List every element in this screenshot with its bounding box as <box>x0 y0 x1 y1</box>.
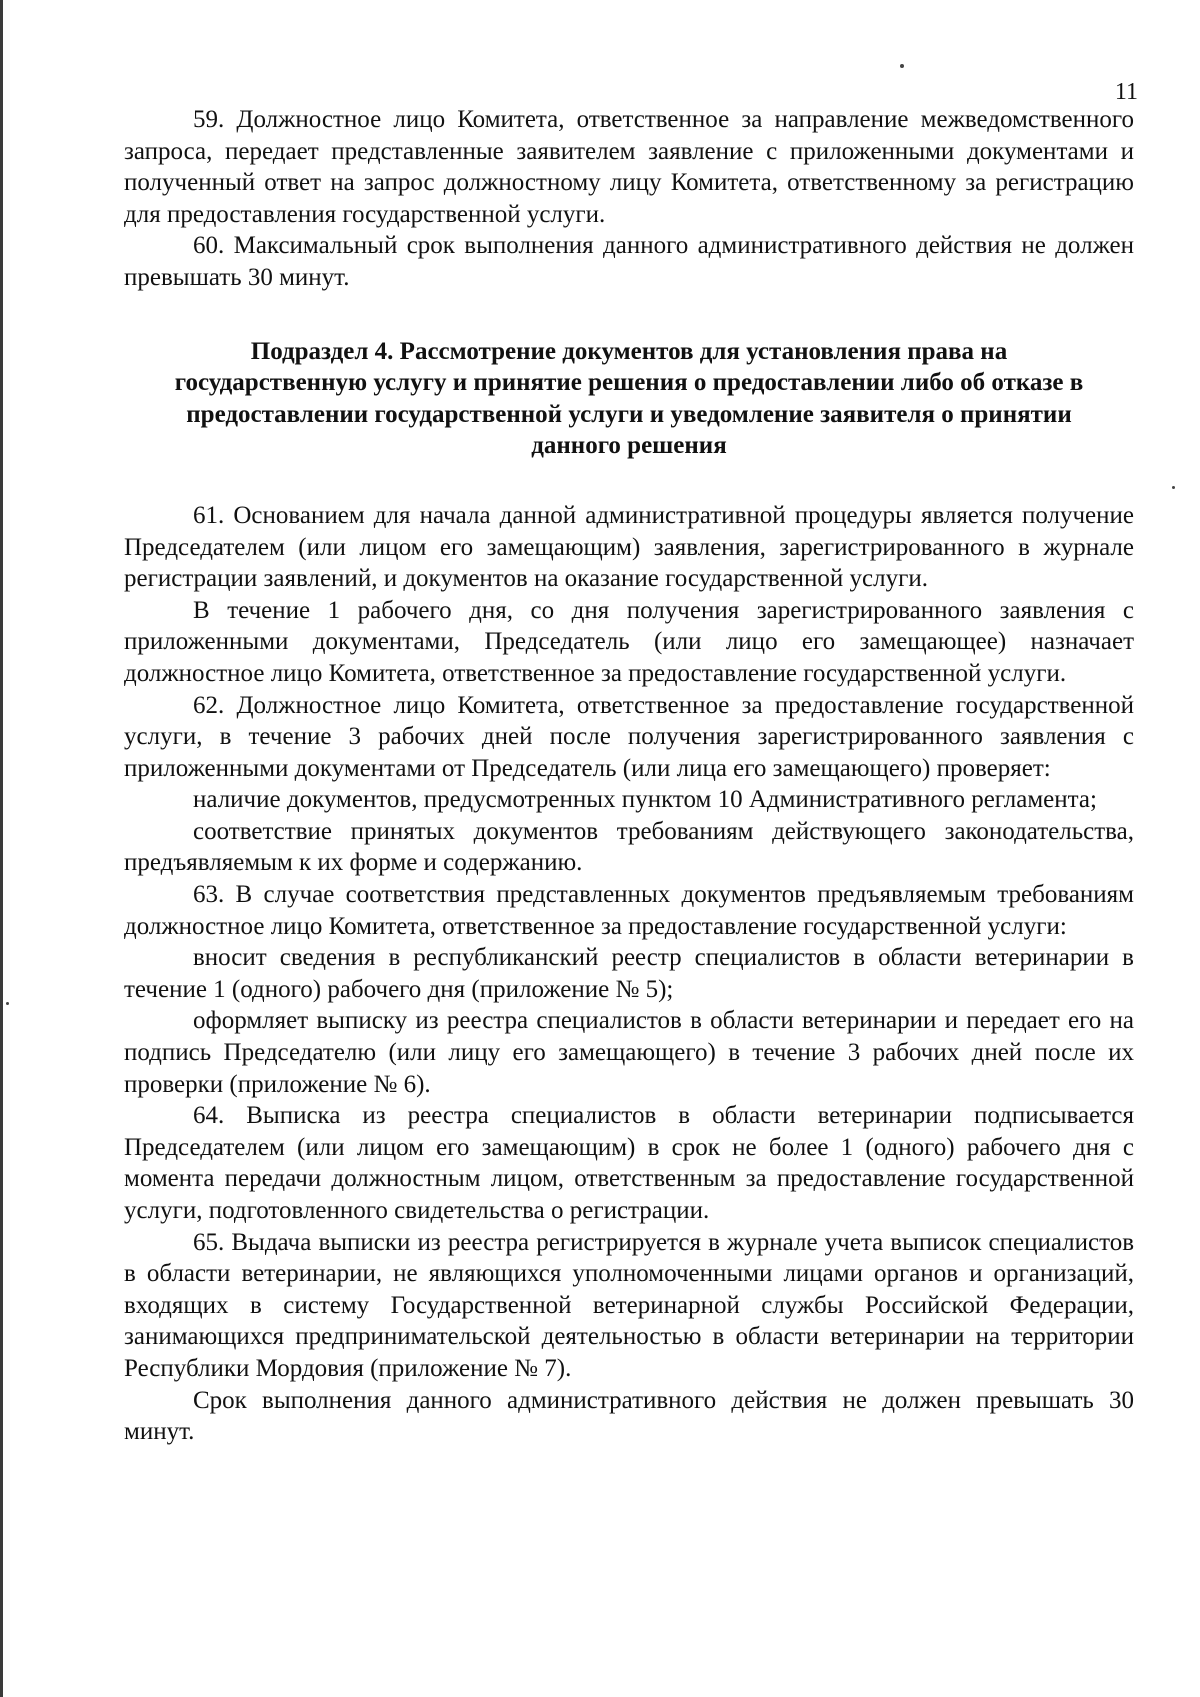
paragraph-62-item-1: наличие документов, предусмотренных пунктом 10 Административного регламента; <box>193 786 1097 814</box>
paragraph-63-item-1: вносит сведения в республиканский реестр специалистов в области ветеринарии в течение 1 (одного) рабочего дня (приложение № 5); <box>124 944 1134 1003</box>
paragraph-62-item-2: соответствие принятых документов требованиям действующего законодательства, предъявляемым к их форме и содержанию. <box>124 817 1134 877</box>
paragraph-62: 62. Должностное лицо Комитета, ответственное за предоставление государственной услуги, в течение 3 рабочих дней после получения зарегистрированного заявления с приложенными документами от Председатель (или лица его замещающего) проверяет: <box>124 691 1134 782</box>
scan-speck <box>900 64 904 68</box>
paragraph-64: 64. Выписка из реестра специалистов в области ветеринарии подписывается Председателем (или лицом его замещающим) в срок не более 1 (одного) рабочего дня с момента передачи должностным лицом, ответственным за предоставление государственной услуги, подготовленного свидетельства о регистрации. <box>124 1102 1134 1224</box>
paragraph-59: 59. Должностное лицо Комитета, ответственное за направление межведомственного запроса, передает представленные заявителем заявление с приложенными документами и полученный ответ на запрос должностному лицу Комитета, ответственному за регистрацию для предоставления государственной услуги. <box>124 106 1134 228</box>
scan-edge <box>0 0 3 1697</box>
section-heading-line: данного решения <box>531 432 727 460</box>
section-heading-line: государственную услугу и принятие решения о предоставлении либо об отказе в <box>174 369 1084 397</box>
section-heading-line: предоставлении государственной услуги и уведомление заявителя о принятии <box>186 400 1072 428</box>
page-number: 11 <box>1114 79 1138 105</box>
section-heading-line: Подраздел 4. Рассмотрение документов для установления права на <box>250 337 1008 365</box>
paragraph-61: 61. Основанием для начала данной административной процедуры является получение Председателем (или лицом его замещающим) заявления, зарегистрированного в журнале регистрации заявлений, и документов на оказание государственной услуги. <box>124 501 1134 593</box>
scan-speck <box>6 1002 9 1005</box>
paragraph-63: 63. В случае соответствия представленных документов предъявляемым требованиям должностное лицо Комитета, ответственное за предоставление государственной услуги: <box>124 881 1134 940</box>
section-heading <box>124 336 1134 462</box>
paragraph-65-continued: Срок выполнения данного административного действия не должен превышать 30 минут. <box>124 1386 1134 1446</box>
scan-speck <box>1172 486 1175 489</box>
paragraph-65: 65. Выдача выписки из реестра регистрируется в журнале учета выписок специалистов в области ветеринарии, не являющихся уполномоченными лицами органов и организаций, входящих в систему Государственной ветеринарной службы Российской Федерации, занимающихся предпринимательской деятельностью в области ветеринарии на территории Республики Мордовия (приложение № 7). <box>124 1228 1134 1382</box>
paragraph-60: 60. Максимальный срок выполнения данного административного действия не должен превышать 30 минут. <box>124 232 1134 291</box>
paragraph-61-continued: В течение 1 рабочего дня, со дня получения зарегистрированного заявления с приложенными документами, Председатель (или лицо его замещающее) назначает должностное лицо Комитета, ответственное за предоставление государственной услуги. <box>124 596 1134 687</box>
paragraph-63-item-2: оформляет выписку из реестра специалистов в области ветеринарии и передает его на подпись Председателю (или лицу его замещающего) в течение 3 рабочих дней после их проверки (приложение № 6). <box>124 1007 1134 1098</box>
document-body <box>124 104 1134 1448</box>
